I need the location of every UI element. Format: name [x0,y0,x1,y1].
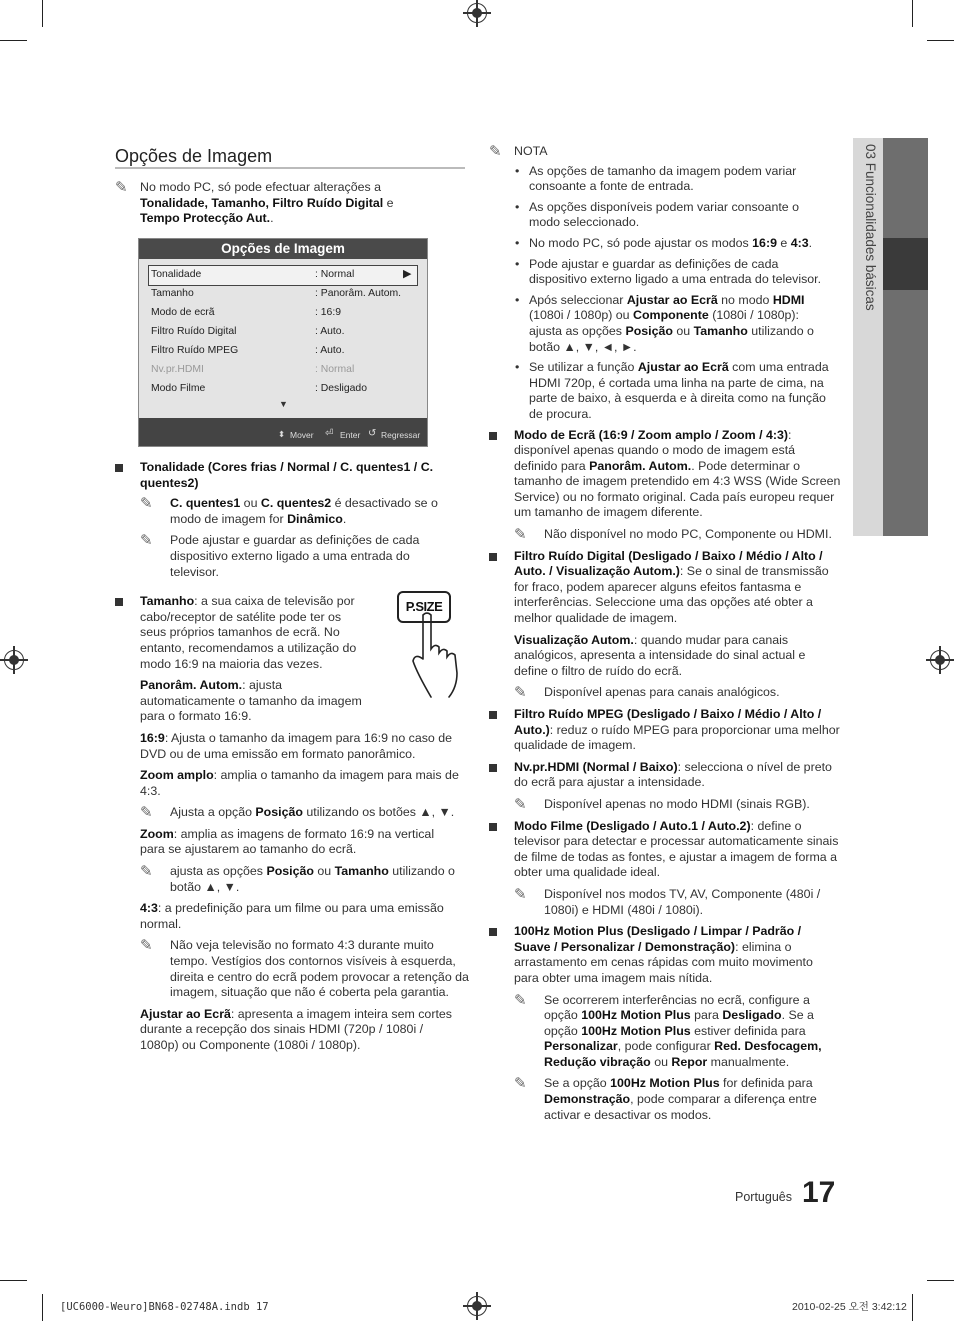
registration-mark-icon [467,3,487,23]
print-file-name: [UC6000-Weuro]BN68-02748A.indb 17 [60,1301,269,1313]
bullet-dot: • [515,360,520,375]
bullet-square [489,928,497,936]
bullet-square [115,598,123,606]
move-label: Mover [290,430,314,440]
menu-row: Modo de ecrã : 16:9 [151,307,341,318]
bullet-square [489,553,497,561]
menu-row: Filtro Ruído Digital : Auto. [151,326,345,337]
move-icon: ⬍ [278,429,286,439]
menu-footer [139,418,427,446]
return-label: Regressar [381,430,421,440]
return-icon: ↺ [368,428,377,439]
section-title: Opções de Imagem [115,146,273,166]
intro-note: ✎ No modo PC, só pode efectuar alterações a Tonalidade, Tamanho, Filtro Ruído Digital e Tempo Protecção Aut.. [115,179,394,226]
chapter-tab [853,138,928,536]
chapter-tab-active [883,238,928,290]
note-icon: ✎ [514,795,527,813]
crop-mark [0,1280,27,1281]
bullet-dot: • [515,235,520,250]
crop-mark [42,0,43,27]
menu-title: Opções de Imagem [139,239,427,259]
psize-remote-illustration [397,591,467,701]
note-icon: ✎ [514,1075,527,1093]
bullet-square [489,711,497,719]
note-icon: ✎ [140,495,153,513]
note-icon: ✎ [140,532,153,550]
bullet-dot: • [515,256,520,271]
enter-label: Enter [340,430,361,440]
crop-mark [0,40,27,41]
menu-row: Tamanho : Panorâm. Autom. [151,288,402,299]
note-icon: ✎ [115,179,128,196]
enter-icon: ⏎ [325,428,334,439]
bullet-square [489,432,497,440]
bullet-dot: • [515,163,520,178]
note-icon: ✎ [514,684,527,702]
page-number: 17 [802,1176,836,1209]
picture-options-menu-screenshot [138,238,428,447]
arrow-right-icon: ▶ [403,268,412,280]
crop-mark [912,1294,913,1321]
crop-mark [927,1280,954,1281]
menu-row: Tonalidade : Normal ▶ [151,265,415,284]
crop-mark [42,1294,43,1321]
footer-language: Português [735,1190,792,1204]
note-icon: ✎ [489,143,502,160]
note-icon: ✎ [514,991,527,1009]
menu-row-disabled: Nv.pr.HDMI : Normal [151,364,355,375]
registration-mark-icon [930,650,950,670]
note-icon: ✎ [140,804,153,822]
chapter-tab-bar [883,138,928,536]
pointing-hand-icon [409,611,469,701]
psize-button: P.SIZE [397,591,451,623]
bullet-square [489,823,497,831]
menu-row: Modo Filme : Desligado [151,383,367,394]
crop-mark [927,40,954,41]
bullet-square [489,764,497,772]
note-icon: ✎ [140,937,153,955]
bullet-dot: • [515,292,520,307]
registration-mark-icon [467,1296,487,1316]
title-rule [115,167,465,169]
right-column-body: ✎ NOTA • As opções de tamanho da imagem podem variar consoante a fonte de entrada. • As opções disponíveis podem variar consoante o modo seleccionado. • No modo PC, só pode ajustar os modos 16:9 e 4:3. • Pode ajustar e guardar as definições de cada dispositivo externo ligado a uma entrada do televisor. • Após seleccionar Ajustar ao Ecrã no modo HDMI (1080i / 1080p) ou Componente (1080i / 1080p): ajusta as opções Posição ou Tamanho utilizando o botão ▲, ▼, ◄, ►. • Se utilizar a função Ajustar ao Ecrã com uma entrada HDMI 720p, é cortada uma linha na parte de cima, na parte de baixo, à esquerda e à direita como na função de procura. Modo de Ecrã (16:9 / Zoom amplo / Zoom / 4:3): disponível apenas quando o modo de imagem está definido para Panorâm. Autom.. Pode determinar o tamanho de imagem pretendido em 4:3 WSS (Wide Screen Service) ou no formato original. Cada país europeu requer um tamanho de imagem diferente. ✎ Não disponível no modo PC, Componente ou HDMI. Filtro Ruído Digital (Desligado / Baixo / Médio / Alto / Auto. / Visualização Autom.): Se o sinal de transmissão for fraco, podem aparecer alguns efeitos fantasma e interferências. Seleccione uma das opções até obter a melhor qualidade de imagem. Visualização Autom.: quando mudar para canais analógicos, apresenta a intensidade do sinal actual e define o filtro de ruído do ecrã. ✎ Disponível apenas para canais analógicos. Filtro Ruído MPEG (Desligado / Baixo / Médio / Alto / Auto.): reduz o ruído MPEG para proporcionar uma melhor qualidade de imagem. Nv.pr.HDMI (Normal / Baixo): selecciona o nível de preto do ecrã para ajustar a intensidade. ✎ Disponível apenas no modo HDMI (sinais RGB). Modo Filme (Desligado / Auto.1 / Auto.2): define o televisor para detectar e processar automaticamente sinais de filme de todas as fontes, e ajustar a imagem de forma a obter uma qualidade ideal. ✎ Disponível nos modos TV, AV, Componente (480i / 1080i) e HDMI (480i / 1080i). 100Hz Motion Plus (Desligado / Limpar / Padrão / Suave / Personalizar / Demonstração): elimina o arrastamento em cenas rápidas com muito movimento para obter uma imagem mais nítida. ✎ Se ocorrerem interferências no ecrã, configure a opção 100Hz Motion Plus para Desligado. Se a opção 100Hz Motion Plus estiver definida para Personalizar, pode configurar Red. Desfocagem, Redução vibração ou Repor manualmente. ✎ Se a opção 100Hz Motion Plus for definida para Demonstração, pode comparar a diferença entre activar e desactivar os modos. [489,143,841,1122]
scroll-down-icon: ▼ [279,399,288,409]
note-icon: ✎ [514,885,527,903]
menu-row: Filtro Ruído MPEG : Auto. [151,345,345,356]
chapter-label: 03 Funcionalidades básicas [863,144,878,311]
registration-mark-icon [4,650,24,670]
bullet-square [115,464,123,472]
note-icon: ✎ [514,526,527,544]
left-column-body: Tonalidade (Cores frias / Normal / C. quentes1 / C. quentes2) ✎ C. quentes1 ou C. quentes2 é desactivado se o modo de imagem for Dinâmico. ✎ Pode ajustar e guardar as definições de cada dispositivo externo ligado a uma entrada do televisor. Tamanho: a sua caixa de televisão por cabo/receptor de satélite pode ter os seus próprios tamanhos de ecrã. No entanto, recomendamos a utilização do modo 16:9 na maioria das vezes. P.SIZE Panorâm. Autom.: ajusta automaticamente o tamanho da imagem para o formato 16:9. 16:9: Ajusta o tamanho da imagem para 16:9 no caso de DVD ou de uma emissão em formato panorâmico. Zoom amplo: amplia o tamanho da imagem para mais de 4:3. ✎ Ajusta a opção Posição utilizando os botões ▲, ▼. Zoom: amplia as imagens de formato 16:9 na vertical para se ajustarem ao tamanho do ecrã. ✎ ajusta as opções Posição ou Tamanho utilizando o botão ▲, ▼. 4:3: a predefinição para um filme ou para uma emissão normal. ✎ Não veja televisão no formato 4:3 durante muito tempo. Vestígios dos contornos visíveis à esquerda, direita e centro do ecrã podem provocar a retenção da imagem, situação que não é coberta pela garantia. Ajustar ao Ecrã: apresenta a imagem inteira sem cortes durante a recepção dos sinais HDMI (720p / 1080i / 1080p) ou Componente (1080i / 1080p). [115,460,465,1060]
note-icon: ✎ [140,863,153,881]
bullet-dot: • [515,199,520,214]
print-date: 2010-02-25 오전 3:42:12 [792,1301,907,1313]
crop-mark [912,0,913,27]
